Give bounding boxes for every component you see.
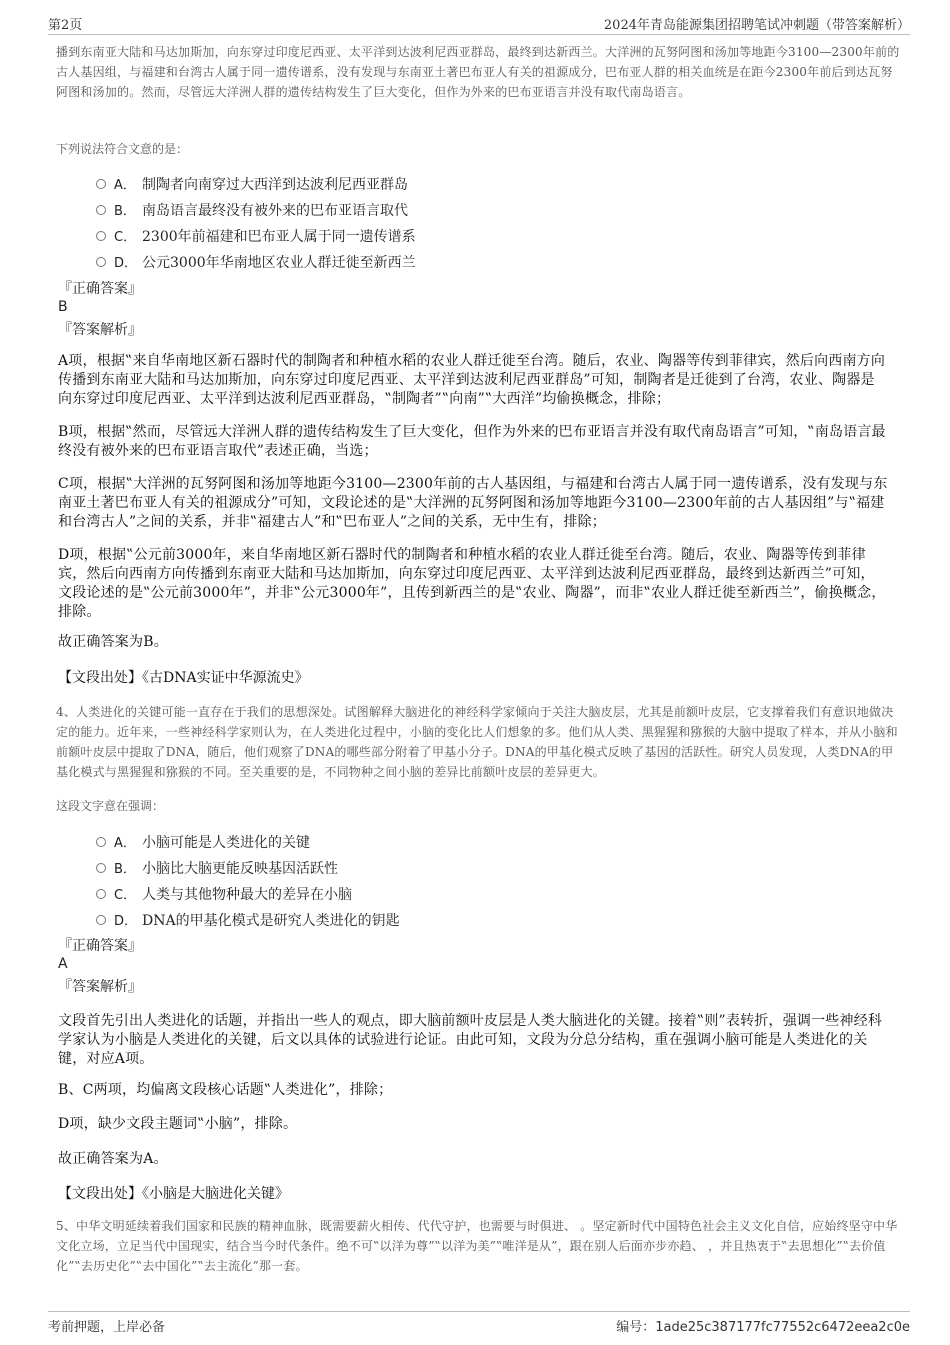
radio-icon[interactable] xyxy=(96,837,106,847)
option-b[interactable]: B． 小脑比大脑更能反映基因活跃性 xyxy=(96,858,338,880)
radio-icon[interactable] xyxy=(96,889,106,899)
page-footer xyxy=(48,1311,910,1334)
analysis-conclusion: 故正确答案为B。 xyxy=(58,634,168,650)
analysis-paragraph: 文段首先引出人类进化的话题，并指出一些人的观点，即大脑前额叶皮层是人类大脑进化的关键。接着‟则”表转折，强调一些神经科学家认为小脑是人类进化的关键，后文以具体的试验进行论证。由此可知，文段为分总分结构，重在强调小脑可能是人类进化的关键，对应A项。 xyxy=(58,1013,883,1067)
option-b[interactable]: B． 南岛语言最终没有被外来的巴布亚语言取代 xyxy=(96,200,408,222)
radio-icon[interactable] xyxy=(96,231,106,241)
option-a[interactable]: A． 小脑可能是人类进化的关键 xyxy=(96,832,310,854)
option-d[interactable]: D． 公元3000年华南地区农业人群迁徙至新西兰 xyxy=(96,252,416,274)
document-title: 2024年青岛能源集团招聘笔试冲刺题（带答案解析） xyxy=(603,18,910,33)
option-c[interactable]: C． 人类与其他物种最大的差异在小脑 xyxy=(96,884,352,906)
option-a[interactable]: A． 制陶者向南穿过大西洋到达波利尼西亚群岛 xyxy=(96,174,408,196)
page-number: 第2页 xyxy=(48,18,83,33)
radio-icon[interactable] xyxy=(96,257,106,267)
option-c[interactable]: C． 2300年前福建和巴布亚人属于同一遗传谱系 xyxy=(96,226,416,248)
document-code: 编号：1ade25c387177fc77552c6472eea2c0e xyxy=(616,1320,910,1335)
passage-source: 【文段出处】《古DNA实证中华源流史》 xyxy=(58,670,309,686)
correct-answer-value: B xyxy=(58,299,68,315)
page-header xyxy=(48,14,910,35)
question-3-prompt: 下列说法符合文意的是： xyxy=(56,142,189,156)
analysis-paragraph: D项，缺少文段主题词‟小脑”，排除。 xyxy=(58,1116,298,1132)
radio-icon[interactable] xyxy=(96,205,106,215)
correct-answer-label: 『正确答案』 xyxy=(58,281,142,297)
question-4-options xyxy=(96,832,596,932)
passage-source: 【文段出处】《小脑是大脑进化关键》 xyxy=(58,1186,289,1202)
passage-5: 5、中华文明延续着我们国家和民族的精神血脉，既需要薪火相传、代代守护，也需要与时俱进、 。坚定新时代中国特色社会主义文化自信，应始终坚守中华文化立场，立足当代中国现实，结合当今时代条件。绝不可‟以洋为尊”‟以洋为美”‟唯洋是从”，跟在别人后面亦步亦趋、 ，并且热衷于‟去思想化”‟去价值化”‟去历史化”‟去中国化”‟去主流化”那一套。 xyxy=(56,1219,898,1273)
analysis-conclusion: 故正确答案为A。 xyxy=(58,1151,168,1167)
analysis-paragraph: B、C两项，均偏离文段核心话题‟人类进化”，排除； xyxy=(58,1082,393,1098)
radio-icon[interactable] xyxy=(96,863,106,873)
correct-answer-value: A xyxy=(58,956,68,972)
option-d[interactable]: D． DNA的甲基化模式是研究人类进化的钥匙 xyxy=(96,910,400,932)
analysis-paragraph: A项，根据‟来自华南地区新石器时代的制陶者和种植水稻的农业人群迁徙至台湾。随后，农业、陶器等传到菲律宾，然后向西南方向传播到东南亚大陆和马达加斯加，向东穿过印度尼西亚、太平洋到达波利尼西亚群岛”可知，制陶者是迁徙到了台湾，农业、陶器是向东穿过印度尼西亚、太平洋到达波利尼西亚群岛，‟制陶者”‟向南”‟大西洋”均偷换概念，排除； xyxy=(58,353,886,407)
answer-analysis-label: 『答案解析』 xyxy=(58,322,142,338)
radio-icon[interactable] xyxy=(96,179,106,189)
correct-answer-label: 『正确答案』 xyxy=(58,938,142,954)
question-3-options xyxy=(96,174,596,274)
analysis-paragraph: C项，根据‟大洋洲的瓦努阿图和汤加等地距今3100—2300年前的古人基因组，与福建和台湾古人属于同一遗传谱系，没有发现与东南亚土著巴布亚人有关的祖源成分”可知，文段论述的是‟大洋洲的瓦努阿图和汤加等地距今3100—2300年前的古人基因组”与‟福建和台湾古人”之间的关系，并非‟福建古人”和‟巴布亚人”之间的关系，无中生有，排除； xyxy=(58,476,888,530)
answer-analysis-label: 『答案解析』 xyxy=(58,979,142,995)
footer-motto: 考前押题，上岸必备 xyxy=(48,1320,166,1335)
question-4-prompt: 这段文字意在强调： xyxy=(56,799,165,813)
passage-3-tail: 播到东南亚大陆和马达加斯加，向东穿过印度尼西亚、太平洋到达波利尼西亚群岛，最终到达新西兰。大洋洲的瓦努阿图和汤加等地距今3100—2300年前的古人基因组，与福建和台湾古人属于同一遗传谱系，没有发现与东南亚土著巴布亚人有关的祖源成分，巴布亚人群的相关血统是在距今2300年前后到达瓦努阿图和汤加的。然而，尽管远大洋洲人群的遗传结构发生了巨大变化，但作为外来的巴布亚语言并没有取代南岛语言。 xyxy=(56,45,900,99)
radio-icon[interactable] xyxy=(96,915,106,925)
analysis-paragraph: B项，根据‟然而，尽管远大洋洲人群的遗传结构发生了巨大变化，但作为外来的巴布亚语言并没有取代南岛语言”可知，‟南岛语言最终没有被外来的巴布亚语言取代”表述正确，当选； xyxy=(58,424,886,459)
analysis-paragraph: D项，根据‟公元前3000年，来自华南地区新石器时代的制陶者和种植水稻的农业人群迁徙至台湾。随后，农业、陶器等传到菲律宾，然后向西南方向传播到东南亚大陆和马达加斯加，向东穿过印度尼西亚、太平洋到达波利尼西亚群岛，最终到达新西兰”可知，文段论述的是‟公元前3000年”，并非‟公元3000年”，且传到新西兰的是‟农业、陶器”，而非‟农业人群迁徙至新西兰”，偷换概念，排除。 xyxy=(58,547,886,620)
passage-4: 4、人类进化的关键可能一直存在于我们的思想深处。试图解释大脑进化的神经科学家倾向于关注大脑皮层，尤其是前额叶皮层，它支撑着我们有意识地做决定的能力。近年来，一些神经科学家则认为，在人类进化过程中，小脑的变化比人们想象的多。他们从人类、黑猩猩和猕猴的大脑中提取了样本，并从小脑和前额叶皮层中提取了DNA，随后，他们观察了DNA的哪些部分附着了甲基小分子。DNA的甲基化模式反映了基因的活跃性。研究人员发现，人类DNA的甲基化模式与黑猩猩和猕猴的不同。至关重要的是，不同物种之间小脑的差异比前额叶皮层的差异更大。 xyxy=(56,705,898,779)
